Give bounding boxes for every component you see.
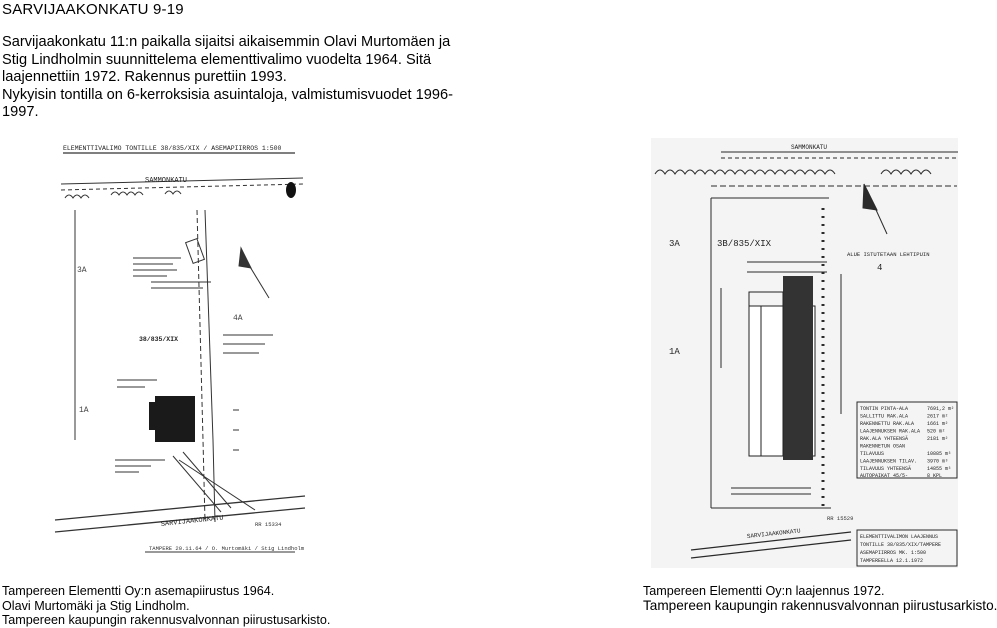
right-plan-street-top: SAMMONKATU xyxy=(791,144,828,151)
right-plan-note-top: ALUE ISTUTETAAN LEHTIPUIN xyxy=(847,251,930,258)
title-block-line: TAMPEREELLA 12.1.1972 xyxy=(860,558,924,564)
page-title: SARVIJAAKONKATU 9-19 xyxy=(2,1,184,18)
right-caption xyxy=(643,584,997,613)
area-table-label: RAKENNETUN OSAN xyxy=(860,443,906,450)
intro-paragraph-current: Nykyisin tontilla on 6-kerroksisia asuintaloja, valmistumisvuodet 1996-1997. xyxy=(2,86,453,121)
title-block-line: ELEMENTTIVALIMON LAAJENNUS xyxy=(860,534,939,540)
area-table-label: TILAVUUS xyxy=(860,451,885,457)
site-plan-1964 xyxy=(55,140,305,570)
title-block-line: TONTILLE 38/835/XIX/TAMPERE xyxy=(860,542,942,548)
intro-text xyxy=(2,34,472,122)
left-caption-line: Olavi Murtomäki ja Stig Lindholm. xyxy=(2,598,190,613)
left-plan-block-c: 1A xyxy=(79,406,89,415)
extension-building-1972 xyxy=(783,276,813,460)
area-table-label: TONTIN PINTA-ALA xyxy=(860,406,909,412)
site-plan-1972 xyxy=(651,138,958,568)
left-plan-block-a: 3A xyxy=(77,266,87,275)
area-table-label: RAK.ALA YHTEENSÄ xyxy=(860,436,909,442)
left-caption-line: Tampereen kaupungin rakennusvalvonnan piirustusarkisto. xyxy=(2,613,331,628)
area-table-value: 2617 m² xyxy=(927,413,949,420)
area-table-value: 7691,2 m² xyxy=(927,406,955,412)
right-caption-line: Tampereen kaupungin rakennusvalvonnan piirustusarkisto. xyxy=(643,597,997,613)
area-table-label: TILAVUUS YHTEENSÄ xyxy=(860,466,912,472)
left-caption-line: Tampereen Elementti Oy:n asemapiirustus 1964. xyxy=(2,584,275,598)
left-plan-rr-number: RR 15334 xyxy=(255,521,282,528)
left-plan-block-b: 4A xyxy=(233,314,243,323)
area-table-label: RAKENNETTU RAK.ALA xyxy=(860,421,915,427)
right-plan-rr-number: RR 15529 xyxy=(827,515,854,522)
right-plan-plot-id: 3B/835/XIX xyxy=(717,239,772,249)
left-caption xyxy=(2,584,330,628)
left-plan-footer: TAMPERE 20.11.64 / O. Murtomäki / Stig Lindholm xyxy=(149,545,305,552)
right-caption-line: Tampereen Elementti Oy:n laajennus 1972. xyxy=(643,584,885,598)
area-table-value: 10885 m³ xyxy=(927,451,952,457)
factory-building-1964 xyxy=(155,396,195,442)
title-block-line: ASEMAPIIRROS MK. 1:500 xyxy=(860,550,927,556)
area-table-value: 2181 m² xyxy=(927,436,949,442)
area-table-label: LAAJENNUKSEN RAK.ALA xyxy=(860,428,921,435)
area-table-value: 14855 m³ xyxy=(927,466,952,472)
area-table-label: LAAJENNUKSEN TILAV. xyxy=(860,458,918,465)
area-table-label: SALLITTU RAK.ALA xyxy=(860,413,909,420)
right-plan-street-bottom: SARVIJAAKONKATU xyxy=(746,527,801,540)
right-plan-block-c: 1A xyxy=(669,347,680,357)
area-table-value: 8 KPL xyxy=(927,473,943,479)
left-plan-header: ELEMENTTIVALIMO TONTILLE 38/835/XIX / ASEMAPIIRROS 1:500 xyxy=(63,145,282,152)
area-table-value: 3970 m³ xyxy=(927,458,949,465)
area-table-value: 1661 m² xyxy=(927,421,949,427)
left-plan-street-bottom: SARVIJAAKONKATU xyxy=(160,514,224,529)
left-plan-street-top: SAMMONKATU xyxy=(145,177,188,185)
right-plan-block-b: 4 xyxy=(877,263,883,273)
left-plan-plot-id: 38/835/XIX xyxy=(139,336,179,343)
intro-paragraph-history: Sarvijaakonkatu 11:n paikalla sijaitsi aikaisemmin Olavi Murtomäen ja Stig Lindholmin suunnittelema elementtivalimo vuodelta 1964. Sitä laajennettiin 1972. Rakennus purettiin 1993. xyxy=(2,34,451,86)
area-table-value: 520 m² xyxy=(927,428,946,435)
right-plan-block-a: 3A xyxy=(669,239,680,249)
area-table-label: AUTOPAIKAT 45/5- xyxy=(860,473,909,479)
